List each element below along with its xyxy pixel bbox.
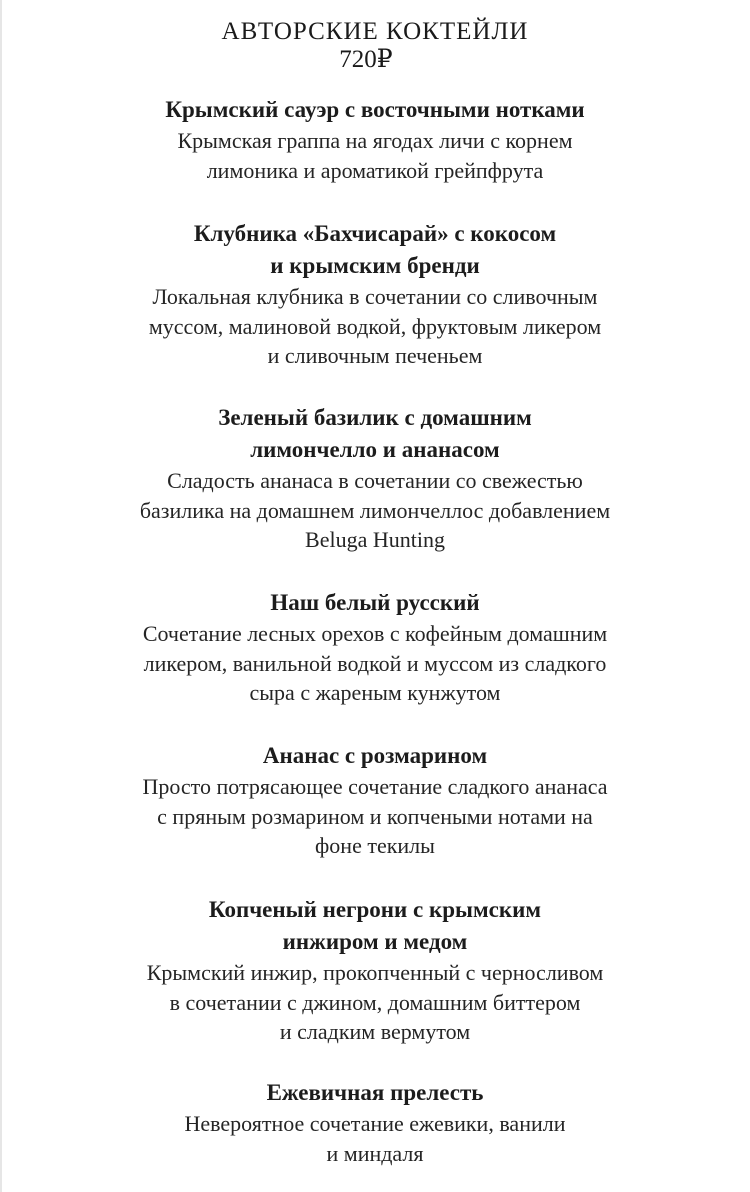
cocktail-description-line: Сочетание лесных орехов с кофейным домашним <box>142 621 608 646</box>
cocktail-description <box>0 772 750 861</box>
cocktail-description-line: фоне текилы <box>315 833 435 858</box>
cocktail-name-line: Крымский сауэр с восточными нотками <box>165 97 585 122</box>
cocktail-description-line: Сладость ананаса в сочетании со свежестью <box>167 468 583 493</box>
cocktail-description-line: и сливочным печеньем <box>267 343 483 368</box>
cocktail-description-line: ликером, ванильной водкой и муссом из сладкого <box>143 650 607 676</box>
cocktail-description <box>0 466 750 555</box>
cocktail-name-line: Наш белый русский <box>270 590 480 615</box>
cocktail-item <box>0 94 750 185</box>
cocktail-description-line: лимоника и ароматикой грейпфрута <box>206 157 544 183</box>
cocktail-description-line: сыра с жареным кунжутом <box>249 680 501 705</box>
cocktail-item <box>0 1077 750 1168</box>
cocktail-description-line: и сладким вермутом <box>279 1019 471 1044</box>
cocktail-name-line: Копченый негрони с крымским <box>208 897 542 922</box>
cocktail-description-line: Beluga Hunting <box>305 527 445 552</box>
cocktail-item <box>0 894 750 1047</box>
cocktail-description-line: муссом, малиновой водкой, фруктовым ликером <box>148 313 602 339</box>
menu-title: АВТОРСКИЕ КОКТЕЙЛИ <box>221 18 529 45</box>
cocktail-name <box>0 587 750 619</box>
cocktail-description <box>0 126 750 185</box>
cocktail-name <box>0 402 750 466</box>
cocktail-name <box>0 94 750 126</box>
cocktail-item <box>0 587 750 708</box>
cocktail-name-line: Зеленый базилик с домашним <box>218 405 532 430</box>
cocktail-item <box>0 402 750 555</box>
cocktail-description <box>0 619 750 708</box>
cocktail-name-line: Ананас с розмарином <box>262 743 488 768</box>
cocktail-name <box>0 1077 750 1109</box>
cocktail-description-line: и миндаля <box>326 1140 424 1166</box>
menu-price: 720₽ <box>339 46 393 73</box>
cocktail-description-line: базилика на домашнем лимончеллос добавлением <box>139 497 611 523</box>
cocktail-name-line: Клубника «Бахчисарай» с кокосом <box>193 221 557 246</box>
cocktail-description-line: Крымский инжир, прокопченный с черносливом <box>146 960 604 985</box>
cocktail-item <box>0 740 750 861</box>
cocktail-description-line: Невероятное сочетание ежевики, ванили <box>184 1111 566 1136</box>
cocktail-description-line: Просто потрясающее сочетание сладкого ананаса <box>142 774 608 799</box>
cocktail-description <box>0 958 750 1047</box>
cocktail-description <box>0 1109 750 1168</box>
cocktail-item <box>0 218 750 371</box>
cocktail-name <box>0 740 750 772</box>
cocktail-description-line: с пряным розмарином и копчеными нотами на <box>157 803 593 829</box>
menu-header <box>0 18 750 74</box>
cocktail-name-line: инжиром и медом <box>282 929 468 954</box>
cocktail-name-line: и крымским бренди <box>270 253 480 278</box>
cocktail-description-line: в сочетании с джином, домашним биттером <box>169 989 581 1015</box>
cocktail-name <box>0 894 750 958</box>
cocktail-description-line: Крымская граппа на ягодах личи с корнем <box>177 128 573 153</box>
cocktail-description-line: Локальная клубника в сочетании со сливочным <box>152 284 598 309</box>
cocktail-name <box>0 218 750 282</box>
cocktail-name-line: лимончелло и ананасом <box>250 437 500 462</box>
cocktail-name-line: Ежевичная прелесть <box>266 1080 484 1105</box>
cocktail-description <box>0 282 750 371</box>
